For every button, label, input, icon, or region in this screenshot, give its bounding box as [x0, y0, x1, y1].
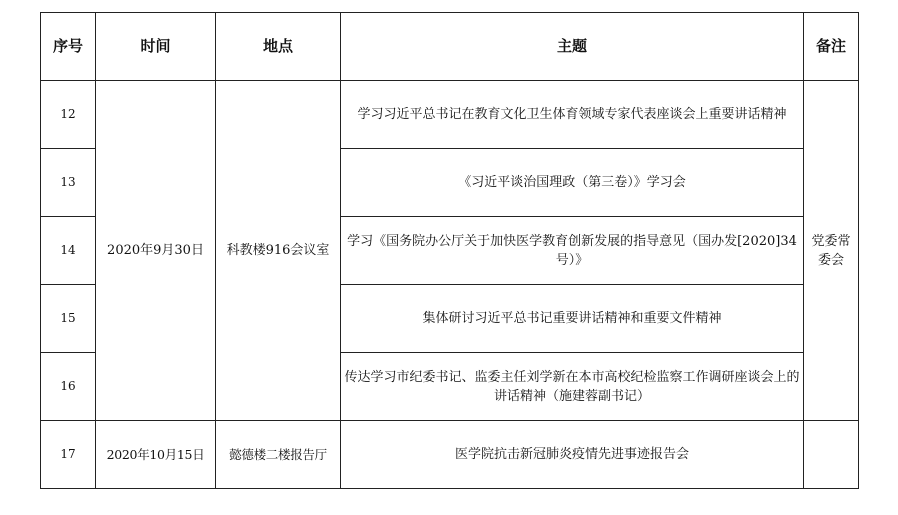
- row-number: 12: [41, 81, 96, 149]
- meeting-place: 科教楼916会议室: [216, 81, 341, 421]
- meeting-topic: 集体研讨习近平总书记重要讲话精神和重要文件精神: [341, 285, 804, 353]
- meeting-topic: 学习《国务院办公厅关于加快医学教育创新发展的指导意见（国办发[2020]34号）》: [341, 217, 804, 285]
- header-place: 地点: [216, 13, 341, 81]
- table-row: [41, 421, 859, 489]
- meeting-topic: 《习近平谈治国理政（第三卷）》学习会: [341, 149, 804, 217]
- header-row: [41, 13, 859, 81]
- meeting-schedule-table: [40, 12, 859, 489]
- header-note: 备注: [804, 13, 859, 81]
- row-number: 13: [41, 149, 96, 217]
- row-number: 17: [41, 421, 96, 489]
- row-number: 16: [41, 353, 96, 421]
- row-number: 14: [41, 217, 96, 285]
- meeting-note: [804, 421, 859, 489]
- table-row: [41, 81, 859, 149]
- header-no: 序号: [41, 13, 96, 81]
- meeting-time: 2020年9月30日: [96, 81, 216, 421]
- header-time: 时间: [96, 13, 216, 81]
- meeting-place: 懿德楼二楼报告厅: [216, 421, 341, 489]
- meeting-note: 党委常委会: [804, 81, 859, 421]
- meeting-topic: 传达学习市纪委书记、监委主任刘学新在本市高校纪检监察工作调研座谈会上的讲话精神（施建蓉副书记）: [341, 353, 804, 421]
- meeting-time: 2020年10月15日: [96, 421, 216, 489]
- meeting-topic: 学习习近平总书记在教育文化卫生体育领域专家代表座谈会上重要讲话精神: [341, 81, 804, 149]
- meeting-topic: 医学院抗击新冠肺炎疫情先进事迹报告会: [341, 421, 804, 489]
- header-topic: 主题: [341, 13, 804, 81]
- row-number: 15: [41, 285, 96, 353]
